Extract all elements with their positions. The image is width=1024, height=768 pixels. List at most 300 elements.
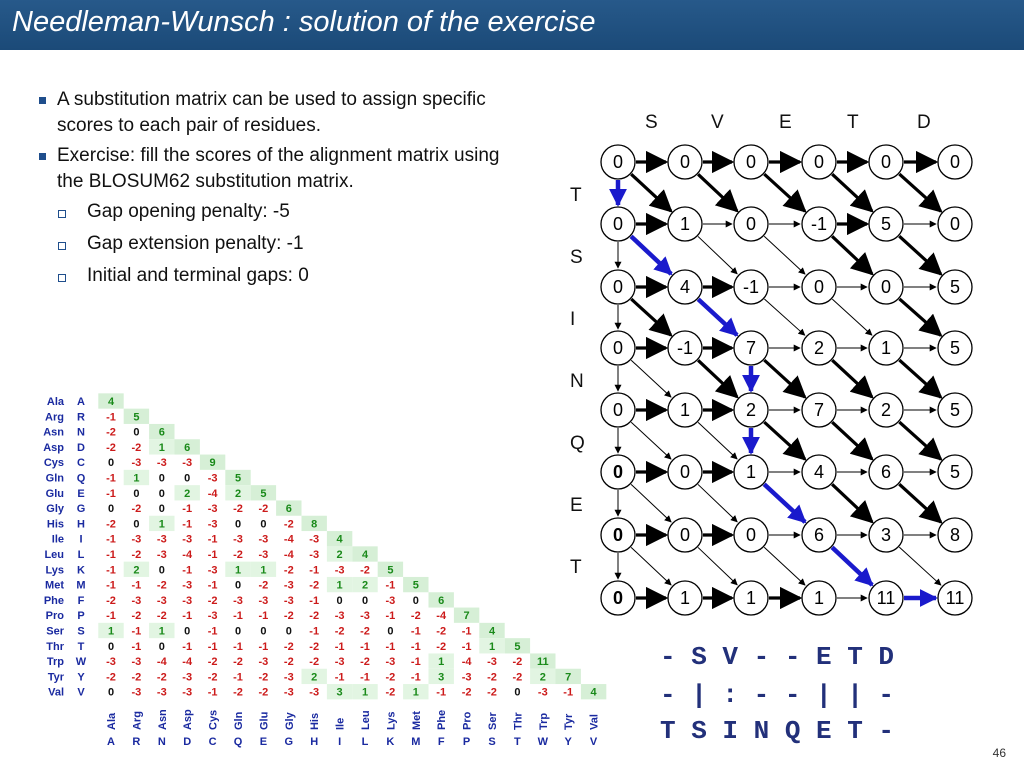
matrix-value: -1 (106, 564, 116, 577)
matrix-value: 0 (133, 518, 140, 531)
matrix-value: 1 (336, 579, 343, 592)
matrix-value: -3 (283, 594, 294, 607)
matrix-value: -3 (182, 579, 193, 592)
row-name: Arg (45, 411, 64, 424)
matrix-value: 11 (536, 656, 549, 669)
cell-value: 0 (612, 400, 624, 420)
alignment-line-1: - S V - - E T D (660, 642, 895, 672)
matrix-value: -1 (410, 625, 421, 638)
matrix-value: 1 (234, 564, 242, 577)
col-code: D (183, 736, 192, 748)
matrix-value: -3 (131, 594, 142, 607)
matrix-value: -1 (106, 533, 116, 546)
matrix-value: -2 (106, 426, 116, 439)
matrix-value: -2 (360, 564, 370, 577)
matrix-value: -2 (512, 656, 523, 669)
matrix-value: 5 (514, 640, 521, 653)
matrix-value: 4 (336, 533, 343, 546)
matrix-value: -1 (131, 579, 142, 592)
row-code: W (75, 656, 87, 669)
left-seq-letter: E (570, 495, 583, 516)
alignment-line-3: T S I N Q E T - (660, 716, 895, 746)
top-seq-letter: E (779, 112, 792, 133)
row-name: Asp (43, 441, 64, 454)
matrix-value: 5 (387, 564, 394, 577)
matrix-value: 4 (107, 396, 115, 408)
matrix-value: 0 (387, 625, 394, 638)
row-name: Gln (45, 472, 64, 485)
col-name: Ile (334, 717, 347, 730)
matrix-value: -1 (410, 656, 421, 669)
row-code: Q (76, 472, 86, 485)
cell-value: 6 (813, 525, 825, 545)
matrix-value: -3 (461, 671, 472, 684)
cell-value: 4 (679, 277, 691, 297)
col-code: V (589, 736, 598, 748)
matrix-value: -2 (258, 503, 269, 516)
matrix-value: -1 (106, 549, 116, 561)
col-code: A (107, 736, 115, 748)
matrix-value: 4 (361, 549, 369, 561)
matrix-value: -3 (334, 656, 345, 669)
matrix-value: 7 (463, 610, 470, 623)
matrix-value: 0 (107, 503, 115, 516)
matrix-value: 3 (438, 671, 445, 684)
matrix-value: 0 (285, 625, 292, 638)
top-seq-letter: S (645, 112, 658, 133)
row-name: Glu (45, 487, 64, 500)
matrix-value: -3 (258, 594, 269, 607)
matrix-value: -3 (156, 533, 167, 546)
matrix-value: 0 (234, 518, 242, 531)
cell-value: 0 (880, 277, 892, 297)
matrix-value: -4 (182, 549, 193, 561)
col-code: N (157, 736, 166, 748)
matrix-value: -1 (360, 640, 370, 653)
cell-value: -1 (810, 214, 828, 234)
cell-value: -1 (676, 338, 694, 358)
matrix-value: -2 (131, 610, 142, 623)
row-code: S (77, 625, 85, 638)
matrix-value: -3 (360, 610, 370, 623)
matrix-value: -3 (233, 533, 243, 546)
matrix-value: -1 (106, 487, 116, 500)
col-code: H (310, 736, 319, 748)
col-name: Trp (537, 712, 550, 730)
cell-value: 0 (745, 214, 757, 234)
row-name: Ile (51, 533, 64, 546)
matrix-value: -1 (385, 579, 396, 592)
matrix-value: -2 (283, 610, 294, 623)
matrix-value: 0 (107, 640, 115, 653)
matrix-value: 2 (539, 671, 546, 684)
cell-value: 0 (612, 338, 624, 358)
row-name: Cys (43, 457, 64, 470)
matrix-value: 1 (361, 686, 369, 699)
matrix-value: -1 (106, 472, 116, 485)
matrix-value: 0 (158, 487, 165, 500)
matrix-value: 5 (260, 487, 267, 500)
col-code: E (259, 736, 268, 748)
matrix-value: -2 (309, 656, 320, 669)
matrix-value: 0 (158, 472, 165, 485)
slide-title: Needleman-Wunsch : solution of the exercise (12, 6, 596, 38)
matrix-value: -3 (385, 656, 396, 669)
matrix-value: -3 (283, 671, 294, 684)
col-code: Y (564, 736, 572, 748)
matrix-value: 2 (311, 671, 318, 684)
col-code: I (338, 736, 342, 748)
row-code: F (77, 594, 85, 607)
row-name: Leu (44, 549, 64, 561)
matrix-value: 1 (158, 625, 165, 638)
matrix-value: -2 (283, 640, 294, 653)
matrix-value: -3 (182, 594, 193, 607)
row-code: P (77, 610, 85, 623)
col-code: G (284, 736, 294, 748)
cell-value: 6 (880, 462, 892, 482)
matrix-value: 1 (107, 625, 115, 638)
matrix-value: -3 (131, 686, 142, 699)
col-name: His (309, 712, 322, 730)
cell-value: 0 (612, 152, 624, 172)
col-name: Thr (512, 712, 525, 730)
matrix-value: 1 (438, 656, 445, 669)
cell-value: 0 (949, 214, 961, 234)
row-code: D (77, 441, 85, 454)
col-name: Phe (436, 709, 449, 730)
matrix-value: 0 (107, 686, 115, 699)
matrix-value: -3 (233, 594, 243, 607)
row-code: E (77, 487, 85, 500)
cell-value: 3 (880, 525, 892, 545)
matrix-value: -3 (182, 457, 193, 470)
matrix-value: -3 (309, 549, 320, 561)
col-code: T (514, 736, 521, 748)
cell-value: 1 (745, 462, 757, 482)
matrix-value: -1 (334, 640, 345, 653)
cell-value: 0 (612, 525, 624, 545)
matrix-value: -2 (461, 686, 472, 699)
row-code: V (77, 686, 85, 699)
matrix-value: -3 (131, 656, 142, 669)
matrix-value: 1 (260, 564, 267, 577)
cell-value: 0 (949, 152, 961, 172)
matrix-value: -4 (182, 656, 193, 669)
matrix-value: -3 (207, 503, 218, 516)
matrix-value: -1 (410, 671, 421, 684)
left-seq-letter: Q (570, 433, 585, 454)
matrix-value: -3 (334, 564, 345, 577)
row-name: His (46, 518, 64, 531)
cell-value: 5 (949, 400, 961, 420)
col-name: Tyr (563, 713, 576, 730)
row-name: Gly (46, 503, 64, 516)
matrix-value: -2 (131, 503, 142, 516)
matrix-value: 0 (184, 625, 191, 638)
matrix-value: -2 (131, 441, 142, 454)
row-code: Y (77, 671, 85, 684)
left-seq-letter: I (570, 309, 576, 330)
matrix-value: -2 (385, 671, 396, 684)
matrix-value: -3 (537, 686, 548, 699)
matrix-value: 2 (133, 564, 140, 577)
matrix-value: 6 (438, 594, 445, 607)
matrix-value: -3 (283, 579, 294, 592)
matrix-value: 0 (260, 625, 267, 638)
col-name: Pro (461, 711, 474, 730)
col-code: K (386, 736, 395, 748)
matrix-value: -2 (360, 625, 370, 638)
matrix-value: 0 (107, 457, 115, 470)
matrix-value: -2 (436, 625, 447, 638)
matrix-value: -3 (182, 686, 193, 699)
matrix-value: -1 (131, 640, 142, 653)
matrix-value: -3 (207, 472, 218, 485)
cell-value: 2 (880, 400, 892, 420)
matrix-value: -1 (182, 610, 193, 623)
matrix-value: -1 (385, 640, 396, 653)
col-name: Met (410, 711, 423, 730)
matrix-value: -3 (207, 564, 218, 577)
matrix-value: -2 (283, 518, 294, 531)
matrix-value: -2 (207, 656, 218, 669)
matrix-value: -3 (182, 533, 193, 546)
matrix-value: 5 (234, 472, 242, 485)
matrix-value: -2 (131, 671, 142, 684)
matrix-value: -1 (182, 503, 193, 516)
matrix-value: 0 (133, 487, 140, 500)
matrix-value: -3 (156, 457, 167, 470)
row-name: Ala (46, 396, 64, 408)
cell-value: 5 (880, 214, 892, 234)
matrix-value: -1 (182, 640, 193, 653)
left-seq-letter: T (570, 185, 582, 206)
matrix-value: -2 (156, 610, 167, 623)
bullet-text: A substitution matrix can be used to assign specific scores to each pair of residues. (57, 89, 486, 136)
row-code: R (77, 411, 85, 424)
col-name: Cys (207, 709, 220, 730)
matrix-value: 0 (158, 564, 165, 577)
cell-value: 5 (949, 338, 961, 358)
matrix-value: 6 (184, 441, 191, 454)
row-name: Thr (46, 640, 64, 653)
row-code: K (77, 564, 85, 577)
matrix-value: -2 (233, 656, 243, 669)
matrix-value: -3 (334, 610, 345, 623)
cell-value: 0 (880, 152, 892, 172)
top-seq-letter: D (917, 112, 931, 133)
matrix-value: -1 (258, 640, 269, 653)
matrix-value: 5 (412, 579, 419, 592)
matrix-value: -4 (461, 656, 472, 669)
matrix-value: -2 (385, 686, 396, 699)
matrix-value: -1 (182, 518, 193, 531)
row-name: Tyr (47, 671, 64, 684)
matrix-value: -2 (309, 610, 320, 623)
matrix-value: -2 (106, 441, 116, 454)
matrix-value: -1 (182, 564, 193, 577)
matrix-value: -2 (410, 610, 421, 623)
cell-value: 8 (949, 525, 961, 545)
cell-value: 5 (949, 462, 961, 482)
col-name: Leu (360, 710, 372, 730)
matrix-value: 4 (488, 625, 496, 638)
cell-value: 0 (612, 214, 624, 234)
matrix-value: -1 (309, 625, 320, 638)
cell-value: 0 (813, 277, 825, 297)
cell-value: 11 (876, 588, 896, 608)
matrix-value: -2 (258, 579, 269, 592)
matrix-value: -2 (233, 503, 243, 516)
cell-value: 1 (745, 588, 757, 608)
matrix-value: -1 (385, 610, 396, 623)
matrix-value: -2 (207, 594, 218, 607)
top-seq-letter: T (847, 112, 859, 133)
matrix-value: -3 (182, 671, 193, 684)
matrix-value: -1 (233, 640, 243, 653)
cell-value: 0 (679, 525, 691, 545)
matrix-value: -3 (309, 686, 320, 699)
col-name: Ala (106, 712, 118, 730)
row-code: C (77, 457, 85, 470)
cell-value: 7 (745, 338, 757, 358)
sub-bullet-text: Gap opening penalty: -5 (87, 201, 290, 222)
matrix-value: 0 (234, 579, 242, 592)
row-code: I (79, 533, 83, 546)
row-name: Ser (46, 625, 64, 638)
matrix-value: -1 (436, 686, 447, 699)
matrix-value: -2 (334, 625, 345, 638)
matrix-value: -1 (207, 640, 218, 653)
matrix-value: -2 (233, 549, 243, 561)
matrix-value: -4 (283, 549, 294, 561)
matrix-value: -1 (461, 625, 472, 638)
cell-value: 1 (679, 214, 691, 234)
row-code: M (76, 579, 86, 592)
matrix-value: 1 (488, 640, 496, 653)
col-name: Ser (487, 712, 499, 730)
matrix-value: -3 (156, 594, 167, 607)
matrix-value: -4 (283, 533, 294, 546)
col-code: P (462, 736, 471, 748)
cell-value: 5 (949, 277, 961, 297)
matrix-value: -3 (207, 610, 218, 623)
matrix-value: -3 (283, 686, 294, 699)
matrix-value: -1 (207, 686, 218, 699)
matrix-value: 4 (590, 686, 597, 699)
matrix-value: 1 (133, 472, 140, 485)
matrix-value: -2 (283, 656, 294, 669)
cell-value: 1 (813, 588, 825, 608)
matrix-value: -3 (106, 656, 116, 669)
matrix-value: -2 (207, 671, 218, 684)
matrix-value: -3 (258, 549, 269, 561)
col-name: Gln (233, 711, 245, 730)
page-number: 46 (992, 746, 1006, 760)
matrix-value: -1 (106, 411, 116, 424)
matrix-value: 0 (158, 640, 165, 653)
matrix-value: 0 (412, 594, 419, 607)
matrix-value: -2 (258, 686, 269, 699)
matrix-value: 1 (158, 518, 165, 531)
matrix-value: -3 (487, 656, 497, 669)
matrix-value: -4 (156, 656, 167, 669)
matrix-value: -3 (258, 656, 269, 669)
row-code: G (76, 503, 86, 516)
matrix-value: 0 (158, 503, 165, 516)
cell-value: -1 (742, 277, 760, 297)
col-code: C (208, 736, 217, 748)
left-seq-letter: T (570, 557, 582, 578)
cell-value: 0 (745, 152, 757, 172)
matrix-value: 9 (209, 457, 216, 470)
matrix-value: -2 (309, 640, 320, 653)
matrix-value: -2 (360, 656, 370, 669)
left-seq-letter: N (570, 371, 584, 392)
row-name: Asn (43, 426, 64, 439)
cell-value: 1 (880, 338, 892, 358)
cell-value: 7 (813, 400, 825, 420)
matrix-value: -3 (131, 457, 142, 470)
col-code: M (411, 736, 421, 748)
row-code: H (77, 518, 85, 531)
row-code: N (77, 426, 85, 439)
cell-value: 0 (745, 525, 757, 545)
matrix-value: 0 (133, 426, 140, 439)
matrix-value: 2 (361, 579, 369, 592)
matrix-value: -2 (436, 640, 447, 653)
matrix-value: 6 (158, 426, 165, 439)
cell-value: 11 (945, 588, 965, 608)
matrix-value: -1 (233, 671, 243, 684)
matrix-value: 0 (514, 686, 521, 699)
row-name: Pro (45, 610, 64, 623)
matrix-value: -1 (207, 533, 218, 546)
col-name: Asn (156, 709, 169, 730)
col-name: Gly (283, 712, 296, 730)
matrix-value: -2 (156, 579, 167, 592)
matrix-value: 0 (234, 625, 242, 638)
col-name: Lys (385, 711, 398, 730)
matrix-value: -2 (309, 579, 320, 592)
matrix-value: 3 (336, 686, 343, 699)
top-seq-letter: V (711, 112, 724, 133)
matrix-value: -2 (233, 686, 243, 699)
col-code: S (488, 736, 496, 748)
col-code: Q (233, 736, 243, 748)
matrix-value: -3 (156, 686, 167, 699)
cell-value: 1 (679, 400, 691, 420)
matrix-value: -2 (258, 671, 269, 684)
matrix-value: -1 (106, 610, 116, 623)
row-code: A (77, 396, 85, 408)
matrix-value: 5 (133, 411, 140, 424)
col-code: R (132, 736, 141, 748)
matrix-value: -2 (283, 564, 294, 577)
matrix-value: 1 (412, 686, 419, 699)
row-name: Phe (43, 594, 64, 607)
cell-value: 2 (813, 338, 825, 358)
matrix-value: 0 (184, 472, 191, 485)
matrix-value: -2 (512, 671, 523, 684)
cell-value: 1 (679, 588, 691, 608)
matrix-value: -1 (207, 549, 218, 561)
row-code: T (77, 640, 85, 653)
matrix-value: 2 (184, 487, 191, 500)
cell-value: 4 (813, 462, 825, 482)
col-code: L (361, 736, 369, 748)
